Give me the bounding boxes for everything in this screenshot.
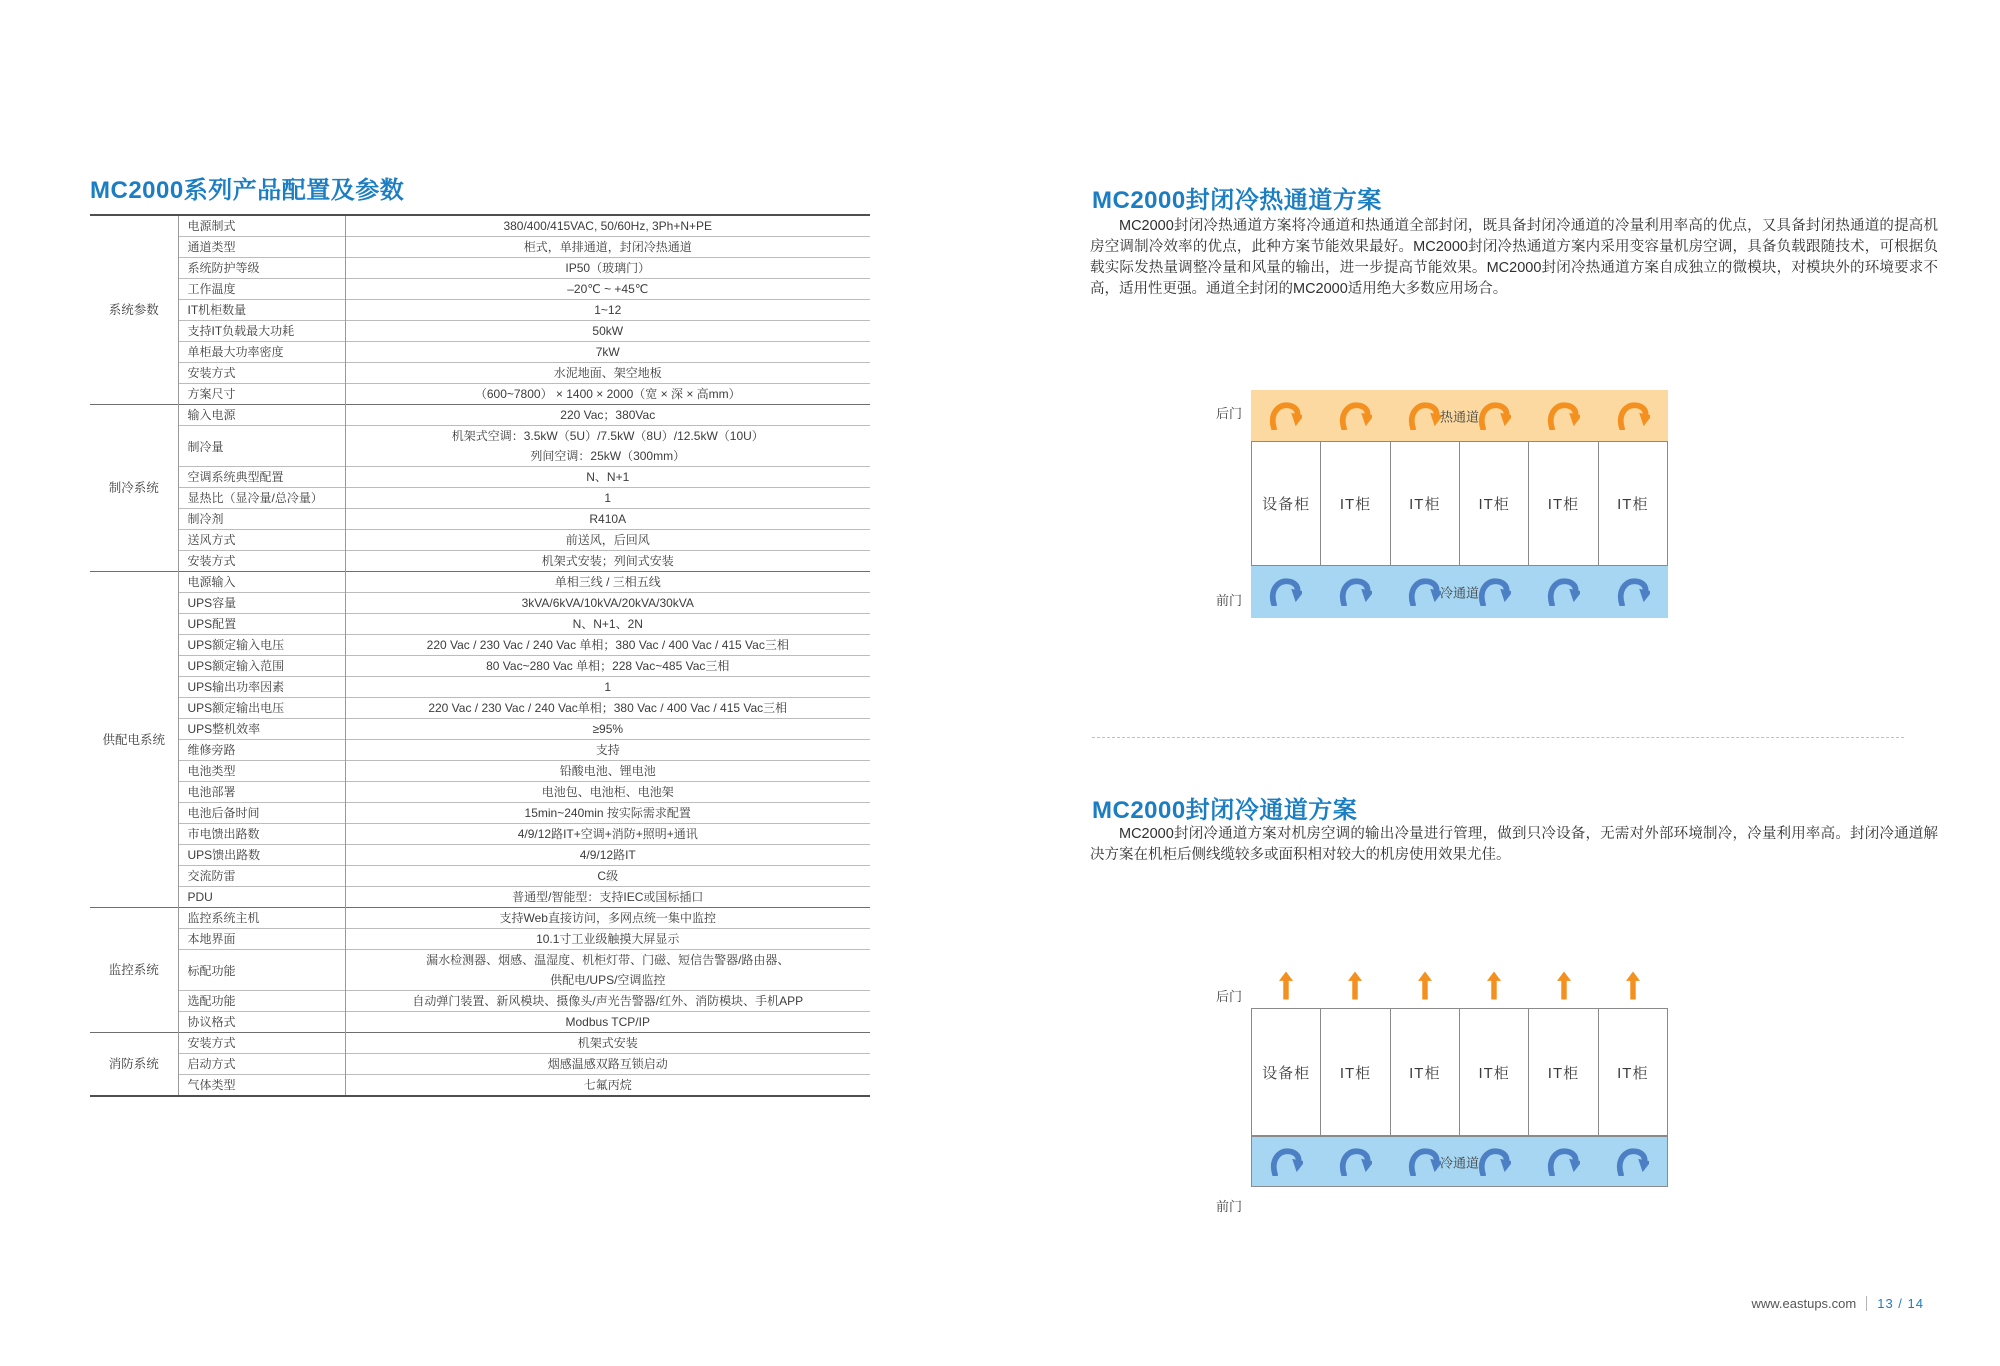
table-row [90,363,870,384]
table-row [90,929,870,950]
param-value: 机架式安装；列间式安装 [345,551,870,572]
table-row [90,1012,870,1033]
param-value: 7kW [345,342,870,363]
cabinet-cell: IT柜 [1391,1009,1460,1135]
cold-air-arrow-icon [1339,578,1372,606]
cabinet-cell: IT柜 [1617,496,1649,513]
table-row [90,824,870,845]
hot-air-arrow-icon [1617,402,1650,430]
param-label: 交流防雷 [178,866,345,887]
cabinet-cell: IT柜 [1529,442,1598,565]
param-value: ≥95% [345,719,870,740]
param-label: 协议格式 [178,1012,345,1033]
param-label: 电池部署 [178,782,345,803]
param-label: 标配功能 [178,950,345,991]
param-value: 1 [345,677,870,698]
param-label: 电源制式 [178,215,345,237]
param-label: 送风方式 [178,530,345,551]
param-value: R410A [345,509,870,530]
param-value: 50kW [345,321,870,342]
param-label: 输入电源 [178,405,345,426]
table-row [90,300,870,321]
param-label: 空调系统典型配置 [178,467,345,488]
table-row [90,845,870,866]
param-label: 气体类型 [178,1075,345,1097]
cold-aisle-section-title: MC2000封闭冷通道方案 [1092,797,1358,824]
footer-divider [1866,1296,1867,1311]
param-label: 方案尺寸 [178,384,345,405]
param-value: N、N+1 [345,467,870,488]
param-value: 自动弹门装置、新风模块、摄像头/声光告警器/红外、消防模块、手机APP [345,991,870,1012]
cold-air-arrow-icon [1478,578,1511,606]
cold-aisle-paragraph: MC2000封闭冷通道方案对机房空调的输出冷量进行管理，做到只冷设备，无需对外部环境制冷，冷量利用率高。封闭冷通道解决方案在机柜后侧线缆较多或面积相对较大的机房使用效果尤佳。 [1090,826,1938,863]
group-label: 系统参数 [90,215,178,405]
table-row [90,761,870,782]
table-row [90,635,870,656]
hot-air-arrow-icon [1339,402,1372,430]
hot-air-arrow-icon [1269,402,1302,430]
param-label: PDU [178,887,345,908]
hot-air-arrow-icon [1547,402,1580,430]
param-value: 前送风，后回风 [345,530,870,551]
cabinet-cell: 设备柜 [1252,1009,1321,1135]
cabinet-cell: IT柜 [1321,1009,1390,1135]
param-label: 电池后备时间 [178,803,345,824]
section-divider [1092,737,1904,738]
table-row [90,740,870,761]
param-value: 80 Vac~280 Vac 单相；228 Vac~485 Vac三相 [345,656,870,677]
cold-air-arrow-icon [1547,1148,1580,1176]
page-number: 13 / 14 [1877,1296,1924,1311]
table-row [90,509,870,530]
cabinet-cell: IT柜 [1617,1064,1649,1082]
param-label: 工作温度 [178,279,345,300]
cold-air-arrow-icon [1478,1148,1511,1176]
param-value: 220 Vac / 230 Vac / 240 Vac 单相；380 Vac / 400 Vac / 415 Vac三相 [345,635,870,656]
param-value: 机架式空调：3.5kW（5U）/7.5kW（8U）/12.5kW（10U） 列间空调：25kW（300mm） [345,426,870,467]
param-label: 市电馈出路数 [178,824,345,845]
left-section-title: MC2000系列产品配置及参数 [90,177,405,204]
table-row [90,321,870,342]
cold-air-arrow-icon [1617,578,1650,606]
exhaust-arrow-icon [1626,968,1640,1003]
param-value: 10.1寸工业级触摸大屏显示 [345,929,870,950]
param-label: 维修旁路 [178,740,345,761]
param-value: 15min~240min 按实际需求配置 [345,803,870,824]
cold-air-arrow-icon [1408,578,1441,606]
table-row [90,237,870,258]
table-row [90,258,870,279]
cold-air-arrow-icon [1616,1148,1649,1176]
param-label: 本地界面 [178,929,345,950]
table-row [90,656,870,677]
cold-air-arrow-icon [1339,1148,1372,1176]
param-value: 电池包、电池柜、电池架 [345,782,870,803]
param-label: 电池类型 [178,761,345,782]
table-row [90,1033,870,1054]
param-label: 启动方式 [178,1054,345,1075]
param-label: UPS额定输入范围 [178,656,345,677]
hot-cold-aisle-paragraph: MC2000封闭冷热通道方案将冷通道和热通道全部封闭，既具备封闭冷通道的冷量利用率高的优点，又具备封闭热通道的提高机房空调制冷效率的优点，此种方案节能效果最好。MC2000封闭冷热通道方案内采用变容量机房空调，具备负载跟随技术，可根据负载实际发热量调整冷量和风量的输出，进一步提高节能效果。MC2000封闭冷热通道方案自成独立的微模块，对模块外的环境要求不高，适用性更强。通道全封闭的MC2000适用绝大多数应用场合。 [1090,218,1938,297]
table-row [90,719,870,740]
param-value: 柜式，单排通道，封闭冷热通道 [345,237,870,258]
table-row [90,782,870,803]
table-row [90,279,870,300]
param-label: 安装方式 [178,551,345,572]
param-value: 漏水检测器、烟感、温湿度、机柜灯带、门磁、短信告警器/路由器、 供配电/UPS/空调监控 [345,950,870,991]
table-row [90,1054,870,1075]
param-value: –20℃ ~ +45℃ [345,279,870,300]
cabinet-cell: IT柜 [1460,1009,1529,1135]
param-value: 铅酸电池、锂电池 [345,761,870,782]
table-row [90,426,870,467]
param-label: 安装方式 [178,1033,345,1054]
param-value: 单相三线 / 三相五线 [345,572,870,593]
cabinet-cell: IT柜 [1529,1009,1598,1135]
cold-aisle-label: 冷通道 [1439,1155,1480,1170]
param-label: 通道类型 [178,237,345,258]
exhaust-arrow-icon [1487,968,1501,1003]
table-row [90,384,870,405]
group-label: 消防系统 [90,1033,178,1097]
param-value: Modbus TCP/IP [345,1012,870,1033]
param-label: UPS配置 [178,614,345,635]
param-label: UPS额定输出电压 [178,698,345,719]
param-value: IP50（玻璃门） [345,258,870,279]
hot-aisle-band [1251,390,1668,441]
cold-air-arrow-icon [1269,578,1302,606]
param-value: 380/400/415VAC, 50/60Hz, 3Ph+N+PE [345,215,870,237]
param-label: UPS馈出路数 [178,845,345,866]
cold-aisle-band [1251,1136,1668,1187]
table-row [90,614,870,635]
page-footer [1751,1296,1924,1311]
group-label: 制冷系统 [90,405,178,572]
table-row [90,950,870,991]
table-row [90,908,870,929]
param-label: 显热比（显冷量/总冷量） [178,488,345,509]
exhaust-arrow-icon [1557,968,1571,1003]
param-label: 制冷量 [178,426,345,467]
param-value: （600~7800） × 1400 × 2000（宽 × 深 × 高mm） [345,384,870,405]
table-row [90,215,870,237]
cold-air-arrow-icon [1270,1148,1303,1176]
table-row [90,467,870,488]
hot-air-arrow-icon [1478,402,1511,430]
table-row [90,866,870,887]
param-label: 电源输入 [178,572,345,593]
table-row [90,530,870,551]
param-label: 监控系统主机 [178,908,345,929]
website-url: www.eastups.com [1751,1296,1857,1311]
table-row [90,551,870,572]
exhaust-arrow-icon [1418,968,1432,1003]
param-label: 安装方式 [178,363,345,384]
cabinet-cell: IT柜 [1321,442,1390,565]
front-door-label: 前门 [1215,1199,1242,1214]
param-label: 选配功能 [178,991,345,1012]
table-row [90,677,870,698]
cabinet-cell: IT柜 [1460,442,1529,565]
hot-cold-aisle-diagram [1190,385,1730,635]
param-value: 4/9/12路IT+空调+消防+照明+通讯 [345,824,870,845]
param-label: 制冷剂 [178,509,345,530]
param-value: 七氟丙烷 [345,1075,870,1097]
table-row [90,572,870,593]
param-label: 支持IT负载最大功耗 [178,321,345,342]
param-label: UPS额定输入电压 [178,635,345,656]
param-value: N、N+1、2N [345,614,870,635]
param-value: 机架式安装 [345,1033,870,1054]
exhaust-arrows [1251,965,1668,1003]
param-label: 系统防护等级 [178,258,345,279]
table-row [90,405,870,426]
group-label: 监控系统 [90,908,178,1033]
table-row [90,887,870,908]
table-row [90,698,870,719]
param-label: UPS容量 [178,593,345,614]
param-label: 单柜最大功率密度 [178,342,345,363]
cold-air-arrow-icon [1547,578,1580,606]
table-row [90,803,870,824]
param-value: 220 Vac；380Vac [345,405,870,426]
exhaust-arrow-icon [1348,968,1362,1003]
group-label: 供配电系统 [90,572,178,908]
param-label: UPS输出功率因素 [178,677,345,698]
param-value: 支持Web直接访问，多网点统一集中监控 [345,908,870,929]
cabinet-cell: IT柜 [1391,442,1460,565]
cabinet-row [1251,1008,1668,1136]
hot-air-arrow-icon [1408,402,1441,430]
table-row [90,1075,870,1097]
front-door-label: 前门 [1215,593,1242,608]
back-door-label: 后门 [1215,406,1242,421]
back-door-label: 后门 [1215,989,1242,1004]
cold-aisle-diagram [1190,960,1730,1220]
hot-aisle-label: 热通道 [1439,409,1480,424]
param-value: 普通型/智能型：支持IEC或国标插口 [345,887,870,908]
param-value: 3kVA/6kVA/10kVA/20kVA/30kVA [345,593,870,614]
exhaust-arrow-icon [1279,968,1293,1003]
hot-cold-aisle-section-title: MC2000封闭冷热通道方案 [1092,187,1382,214]
cabinet-row [1251,441,1668,566]
param-label: IT机柜数量 [178,300,345,321]
param-value: 1 [345,488,870,509]
param-value: 支持 [345,740,870,761]
param-value: C级 [345,866,870,887]
cold-aisle-label: 冷通道 [1439,585,1480,601]
cabinet-cell: 设备柜 [1252,442,1321,565]
cold-aisle-band [1251,566,1668,618]
param-value: 4/9/12路IT [345,845,870,866]
spec-table [90,214,870,1097]
table-row [90,593,870,614]
param-value: 1~12 [345,300,870,321]
table-row [90,342,870,363]
param-value: 水泥地面、架空地板 [345,363,870,384]
table-row [90,488,870,509]
param-value: 220 Vac / 230 Vac / 240 Vac单相；380 Vac / 400 Vac / 415 Vac三相 [345,698,870,719]
cold-air-arrow-icon [1408,1148,1441,1176]
param-value: 烟感温感双路互锁启动 [345,1054,870,1075]
spec-table-body [90,215,870,1096]
table-row [90,991,870,1012]
param-label: UPS整机效率 [178,719,345,740]
